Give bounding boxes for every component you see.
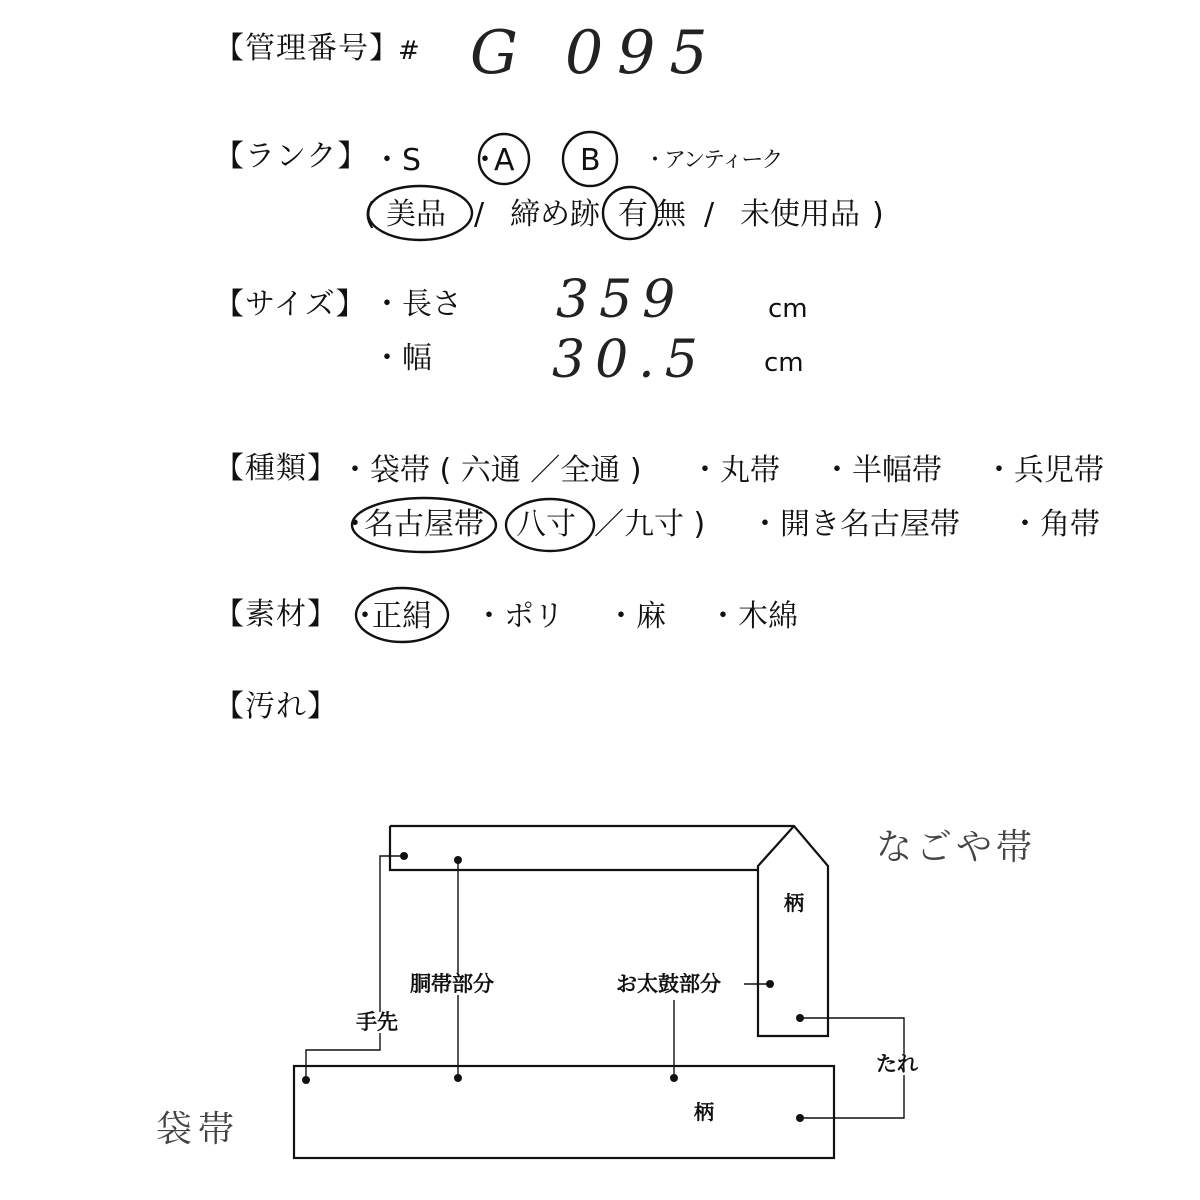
- size-width-handwritten: 30.5: [552, 330, 708, 390]
- mgmt-hash: #: [398, 36, 420, 66]
- kind-nagoya: 名古屋帯: [364, 507, 484, 542]
- size-width-label: ・幅: [372, 341, 432, 376]
- cond-bihin: 美品: [386, 197, 446, 232]
- size-width-unit: cm: [764, 348, 804, 378]
- dot-tesaki-bottom: [302, 1076, 310, 1084]
- cond-mu: 無: [656, 197, 686, 232]
- cond-slash-2: /: [704, 197, 715, 232]
- rank-option-s: ・S: [372, 143, 422, 178]
- rank-option-b: B: [580, 143, 601, 178]
- rank-label: 【ランク】: [214, 139, 369, 174]
- diagram-nagoya-title: なごや帯: [876, 827, 1037, 868]
- tesaki-leader: [306, 856, 404, 1080]
- cond-open-paren: (: [364, 197, 376, 232]
- size-length-unit: cm: [768, 294, 808, 324]
- rank-option-antique: ・アンティーク: [644, 148, 782, 173]
- kind-fukuro: ・袋帯 ( 六通 ／全通 ): [340, 453, 642, 488]
- cond-shimeato: 締め跡: [510, 197, 600, 232]
- material-shoken: 正絹: [372, 599, 432, 634]
- size-length-label: ・長さ: [372, 287, 462, 322]
- kind-dot: ・: [340, 507, 370, 542]
- diagram-tare-label: たれ: [876, 1052, 918, 1076]
- cond-close-paren: ): [872, 197, 884, 232]
- diagram-dobu-label: 胴帯部分: [410, 972, 494, 996]
- kind-hassun: 八寸: [516, 507, 576, 542]
- kind-hanhaba: ・半幅帯: [822, 453, 942, 488]
- diagram-fukuro-title: 袋帯: [156, 1109, 241, 1150]
- mgmt-label: 【管理番号】: [214, 31, 400, 66]
- material-label: 【素材】: [214, 597, 338, 632]
- kind-kaku: ・角帯: [1010, 507, 1100, 542]
- material-poly: ・ポリ: [474, 599, 564, 634]
- cond-u: 有: [618, 197, 648, 232]
- material-momen: ・木綿: [708, 599, 798, 634]
- mgmt-number-handwritten: G 095: [470, 18, 722, 88]
- rank-dot: ・: [470, 143, 500, 178]
- kind-label: 【種類】: [214, 451, 338, 486]
- cond-unused: 未使用品: [740, 197, 860, 232]
- kind-kyusun: ／九寸 ): [594, 507, 706, 542]
- dot-otaiko-top: [766, 980, 774, 988]
- material-asa: ・麻: [606, 599, 666, 634]
- diagram-gara-bottom: 柄: [694, 1100, 714, 1124]
- dot-tesaki-top: [400, 852, 408, 860]
- material-dot: ・: [350, 599, 380, 634]
- diagram-otaiko-label: お太鼓部分: [616, 972, 721, 996]
- stain-label: 【汚れ】: [214, 689, 338, 724]
- size-length-handwritten: 359: [556, 270, 686, 330]
- dot-tare-bottom: [796, 1114, 804, 1122]
- dot-dobu-bottom: [454, 1074, 462, 1082]
- dot-tare-top: [796, 1014, 804, 1022]
- diagram-gara-top: 柄: [784, 891, 804, 915]
- size-label: 【サイズ】: [214, 287, 367, 322]
- dot-otaiko-bottom: [670, 1074, 678, 1082]
- rank-option-a: A: [494, 143, 515, 178]
- diagram-tesaki-label: 手先: [356, 1010, 398, 1034]
- dot-dobu-top: [454, 856, 462, 864]
- cond-slash-1: /: [474, 197, 485, 232]
- kind-hiraki: ・開き名古屋帯: [750, 507, 960, 542]
- kind-heko: ・兵児帯: [984, 453, 1104, 488]
- kind-maru: ・丸帯: [690, 453, 780, 488]
- fukuro-obi-shape: [294, 1066, 834, 1158]
